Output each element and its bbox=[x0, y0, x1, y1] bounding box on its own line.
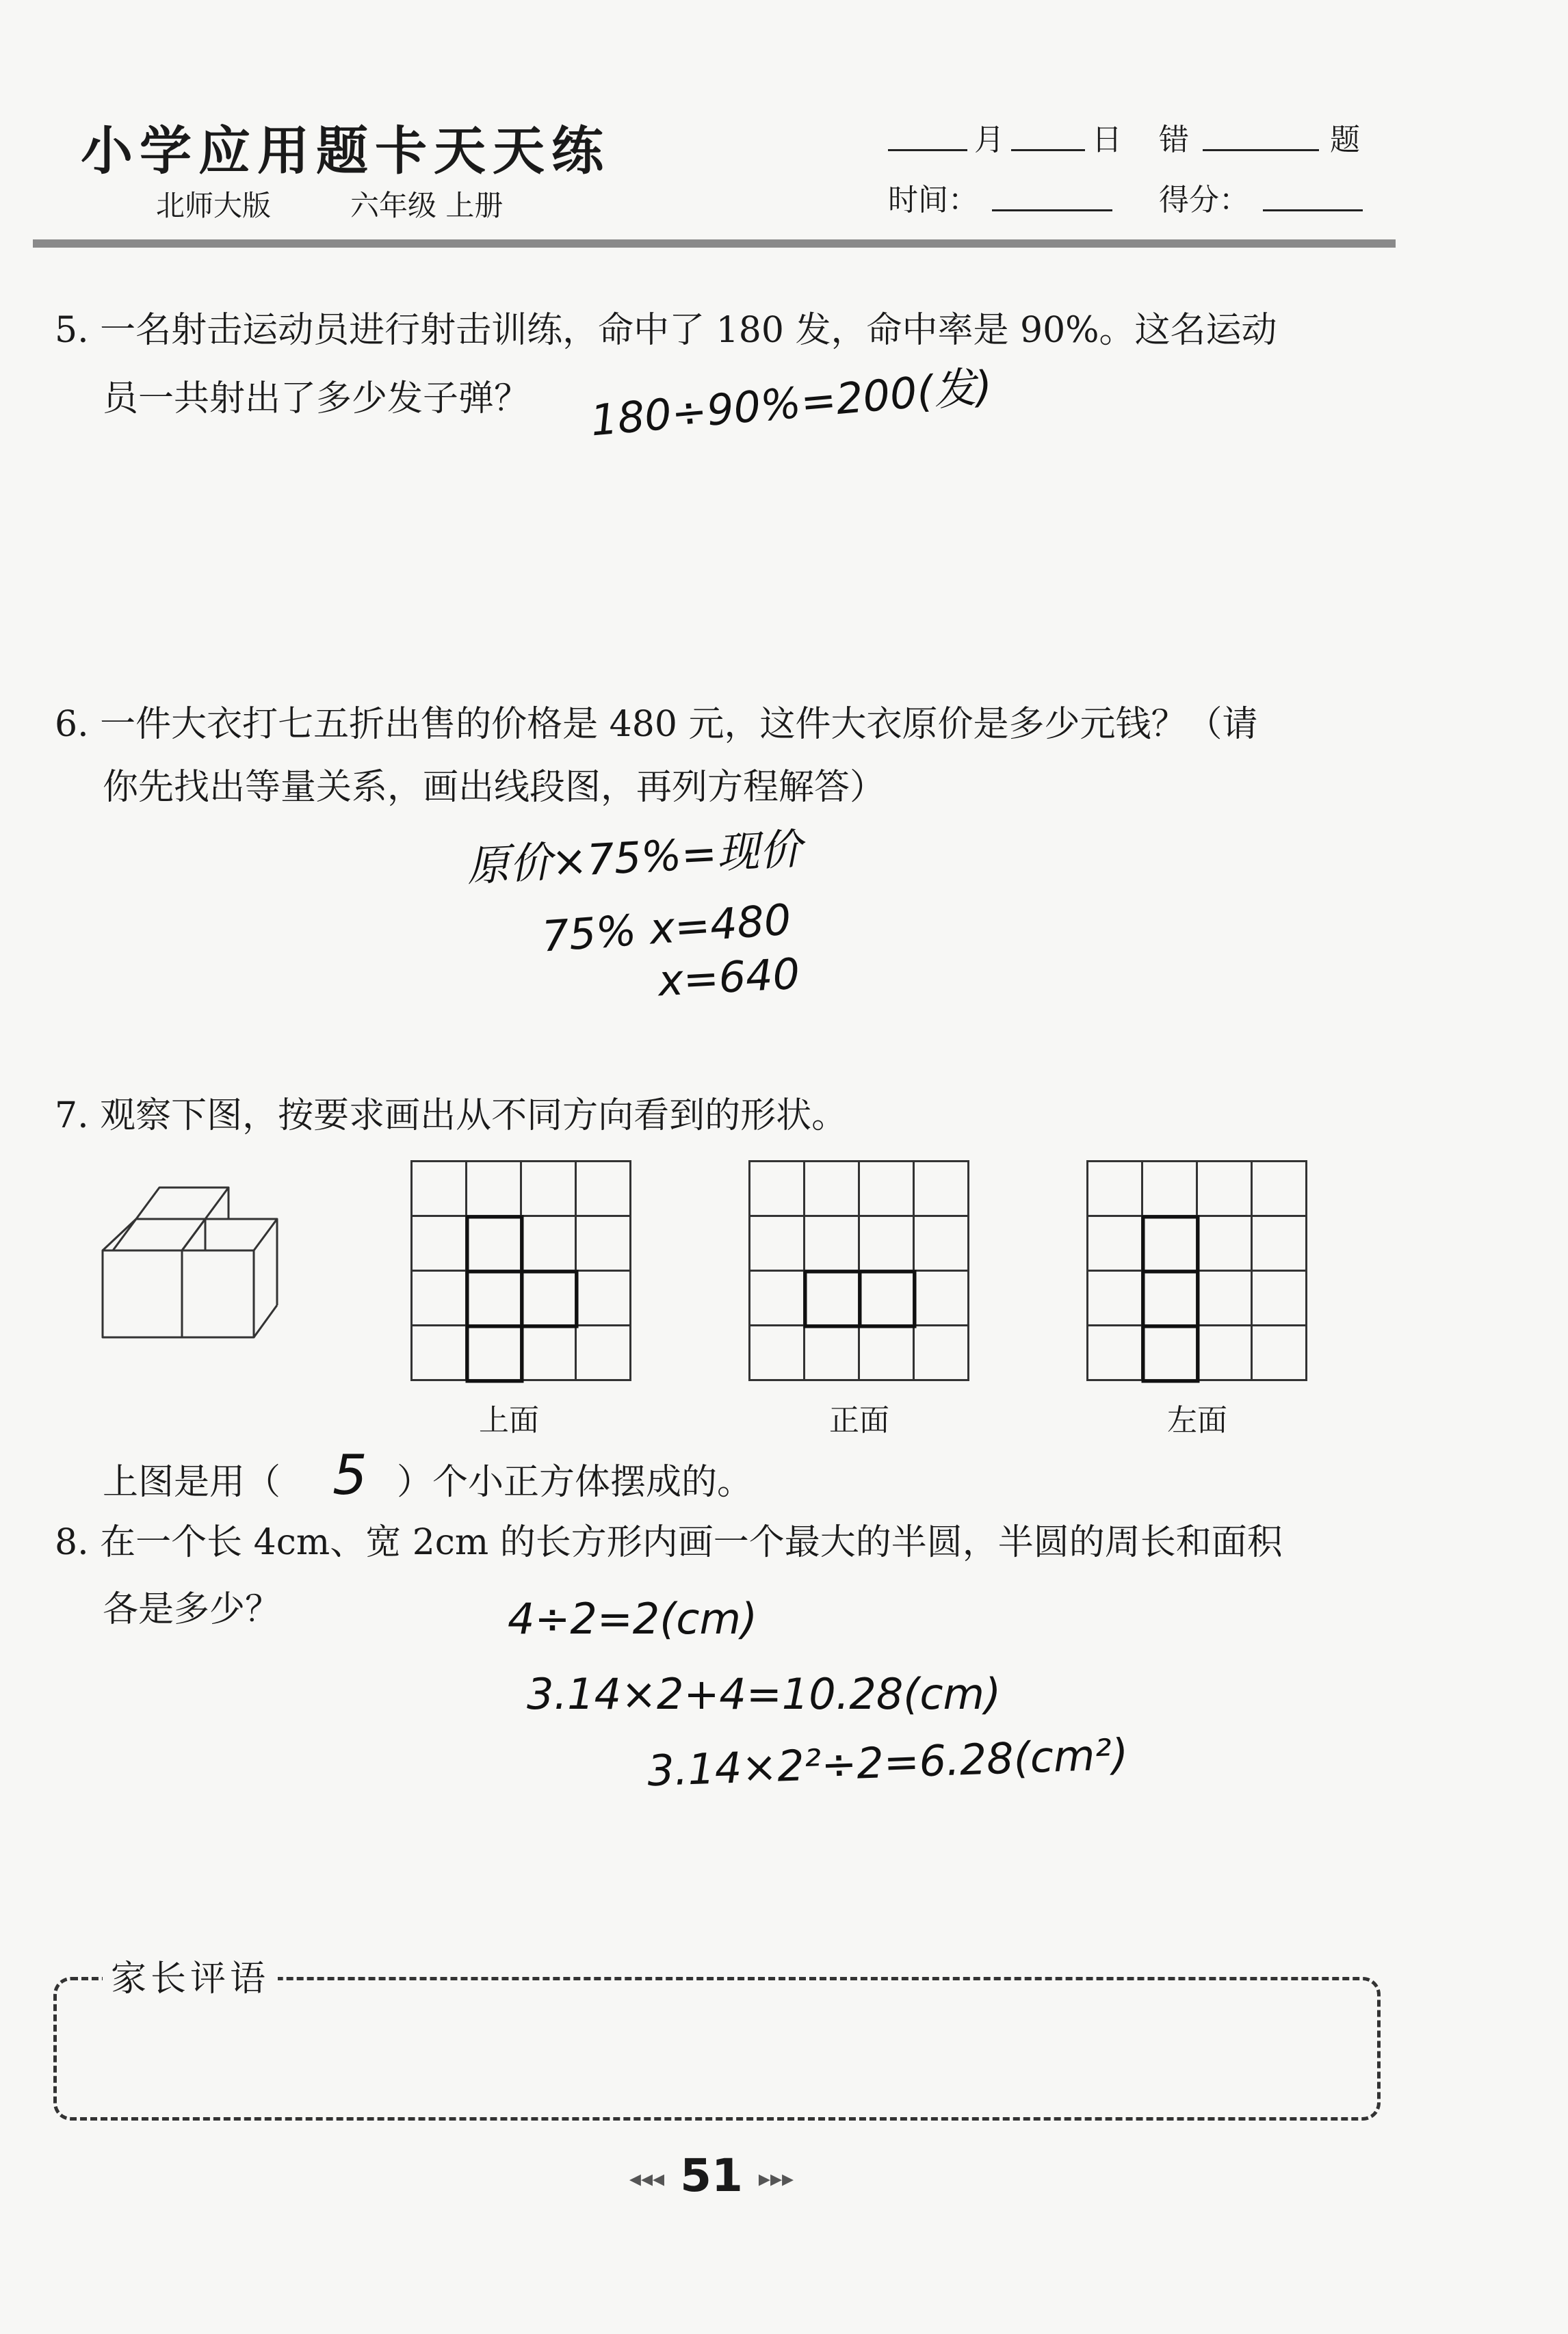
front-view-drawing bbox=[748, 1160, 978, 1389]
q7-fill-answer[interactable]: 5 bbox=[332, 1443, 367, 1507]
header-rule bbox=[33, 239, 1396, 248]
q6-answer-line3: x=640 bbox=[657, 948, 801, 1006]
day-label: 日 bbox=[1092, 122, 1122, 157]
month-label: 月 bbox=[974, 122, 1004, 157]
q6-answer-line2: 75% x=480 bbox=[540, 894, 793, 962]
front-view-caption: 正面 bbox=[829, 1403, 889, 1438]
q8-line1: 8. 在一个长 4cm、宽 2cm 的长方形内画一个最大的半圆，半圆的周长和面积 bbox=[55, 1522, 1283, 1563]
q6-line1: 6. 一件大衣打七五折出售的价格是 480 元，这件大衣原价是多少元钱？（请 bbox=[55, 704, 1258, 745]
q5-line1: 5. 一名射击运动员进行射击训练，命中了 180 发，命中率是 90%。这名运动 bbox=[55, 310, 1277, 351]
left-view-drawing bbox=[1086, 1160, 1316, 1389]
book-title: 小学应用题卡天天练 bbox=[81, 120, 610, 181]
time-blank[interactable] bbox=[992, 176, 1112, 211]
edition-label: 北师大版 bbox=[156, 189, 272, 222]
wrong-label: 错 bbox=[1159, 122, 1189, 157]
day-blank[interactable] bbox=[1011, 116, 1085, 151]
q5-line2: 员一共射出了多少发子弹？ bbox=[103, 378, 530, 419]
grade-label: 六年级 上册 bbox=[350, 189, 504, 222]
q7-fill-suffix: ）个小正方体摆成的。 bbox=[397, 1462, 753, 1503]
q8-answer-line2: 3.14×2+4=10.28(cm) bbox=[527, 1669, 1002, 1719]
month-blank[interactable] bbox=[888, 116, 967, 151]
page-number: 51 bbox=[680, 2149, 743, 2202]
time-label: 时间： bbox=[888, 183, 978, 218]
q8-answer-line3: 3.14×2²÷2=6.28(cm²) bbox=[646, 1729, 1129, 1796]
top-view-caption: 上面 bbox=[479, 1403, 539, 1438]
wrong-suffix: 题 bbox=[1330, 122, 1360, 157]
score-label: 得分： bbox=[1159, 183, 1249, 218]
left-arrows-icon: ◂◂◂ bbox=[629, 2164, 665, 2192]
q6-line2: 你先找出等量关系，画出线段图，再列方程解答） bbox=[103, 767, 886, 808]
parent-comment-label: 家长评语 bbox=[103, 1950, 278, 2001]
q8-line2: 各是多少？ bbox=[103, 1589, 281, 1630]
q5-handwritten-answer: 180÷90%=200(发) bbox=[588, 360, 995, 446]
q8-answer-line1: 4÷2=2(cm) bbox=[508, 1594, 758, 1644]
top-view-drawing bbox=[410, 1160, 640, 1389]
wrong-count-blank[interactable] bbox=[1203, 116, 1319, 151]
score-blank[interactable] bbox=[1263, 176, 1363, 211]
page-number-footer bbox=[0, 2149, 1423, 2202]
cube-stack-figure bbox=[96, 1183, 287, 1341]
q6-answer-line1: 原价×75%=现价 bbox=[465, 824, 803, 891]
q7-fill-prefix: 上图是用（ bbox=[103, 1462, 281, 1503]
left-view-caption: 左面 bbox=[1167, 1403, 1227, 1438]
q7-line1: 7. 观察下图，按要求画出从不同方向看到的形状。 bbox=[55, 1095, 848, 1136]
right-arrows-icon: ▸▸▸ bbox=[758, 2164, 794, 2192]
